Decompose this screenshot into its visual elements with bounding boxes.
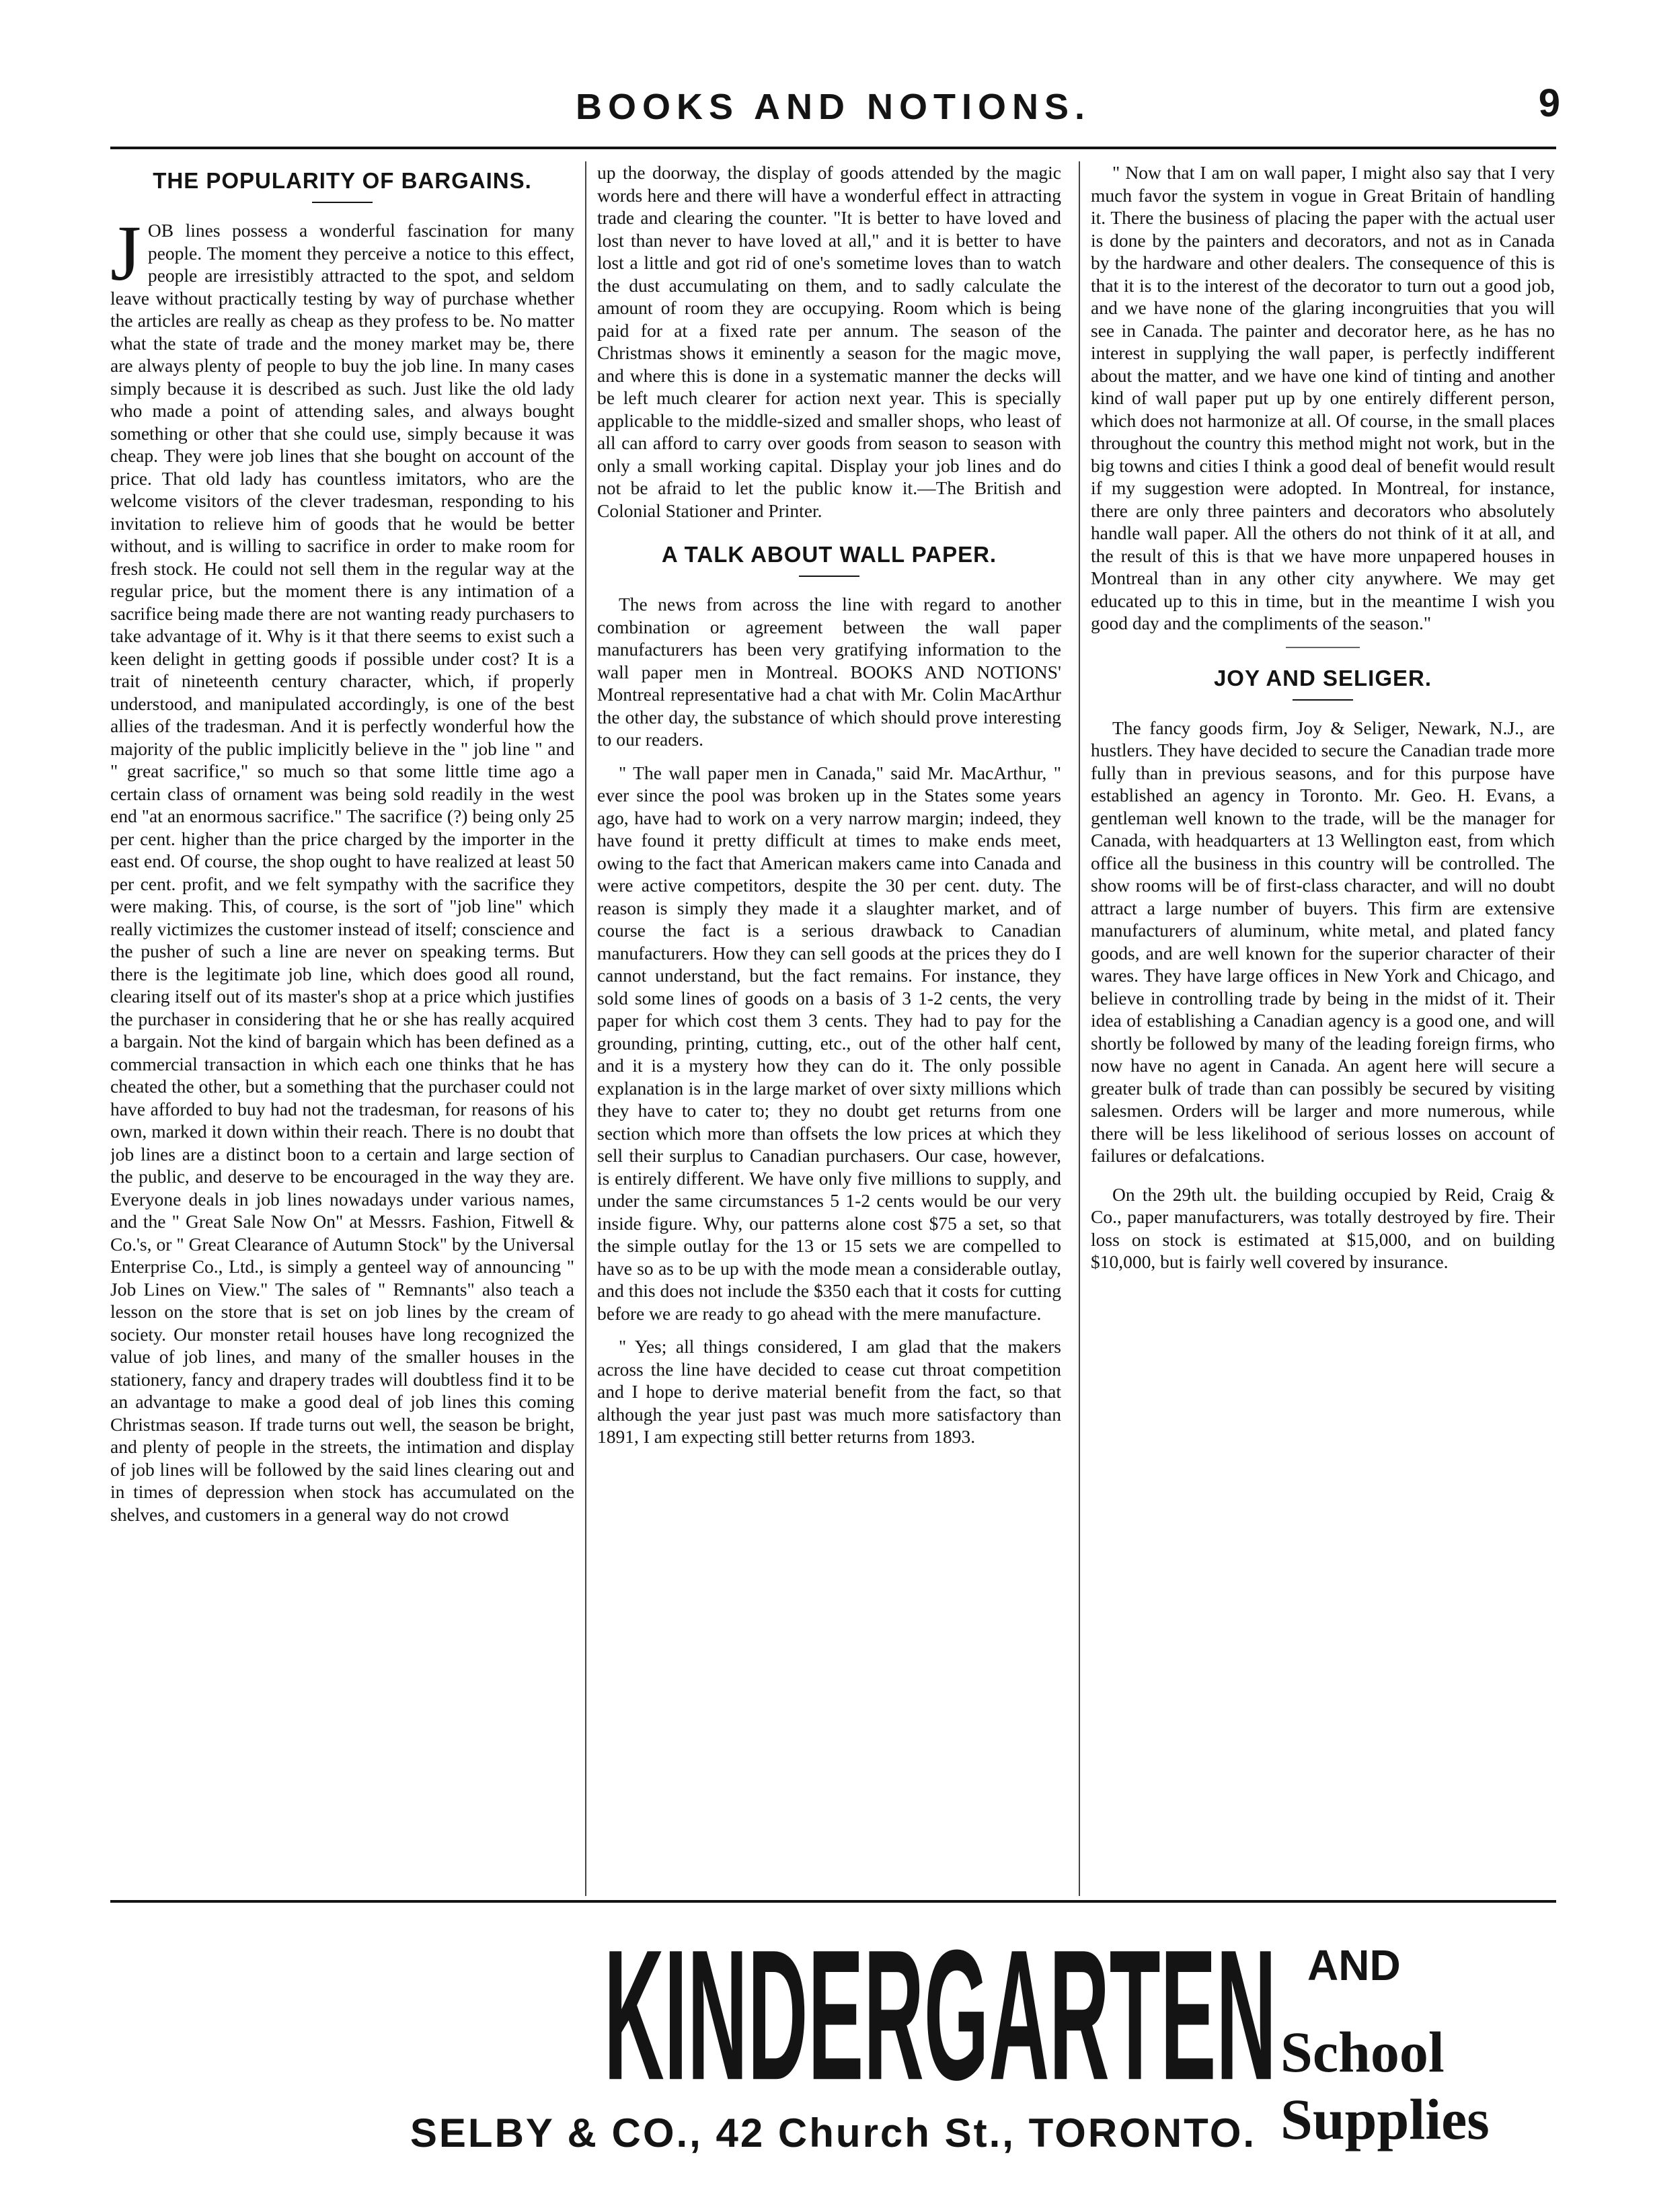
column-divider bbox=[1079, 161, 1080, 1896]
article-title-bargains: THE POPULARITY OF BARGAINS. bbox=[110, 168, 574, 203]
running-head: BOOKS AND NOTIONS. bbox=[575, 87, 1091, 127]
article-paragraph: The news from across the line with regard to another combination or agreement between the wall paper manufacturers has been very gratifying information to the wall paper men in Montreal. BOOKS AND NOTIONS' Montreal representative had a chat with Mr. Colin MacArthur the other day, the substance of which should prove interesting to our readers. bbox=[597, 594, 1061, 750]
ad-headline bbox=[604, 1909, 1276, 2098]
section-divider bbox=[1286, 647, 1360, 648]
article-paragraph: " Now that I am on wall paper, I might also say that I very much favor the system in vogue in Great Britain of handling it. There the business of placing the paper with the actual user is done by the painters and decorators, and not as in Canada by the hardware and other dealers. The consequence of this is that it is to the interest of the decorator to turn out a good job, and we have none of the glaring incongruities that you will see in Canada. The painter and decorator here, as he has no interest in supplying the wall paper, is perfectly indifferent about the matter, and we have one kind of tinting and another kind of wall paper put up by one entirely different person, which does not harmonize at all. Of course, in the small places throughout the country this method might not work, but in the big towns and cities I think a good deal of benefit would result if my suggestion were adopted. In Montreal, for instance, there are only three painters and decorators who absolutely handle wall paper. All the others do not think of it at all, and the result of this is that we have more unpapered houses in Montreal than in any other city anywhere. We may get educated up to this in time, but in the meantime I wish you good day and the compliments of the season." bbox=[1091, 162, 1555, 633]
advertisement-rule bbox=[110, 1900, 1556, 1903]
header-rule bbox=[110, 147, 1556, 149]
column-3 bbox=[1091, 161, 1555, 1883]
page-number: 9 bbox=[1538, 81, 1560, 125]
page-header bbox=[110, 81, 1560, 148]
paragraph-text: OB lines possess a wonderful fascination for many people. The moment they perceive a notice to this effect, people are irresistibly attracted to the spot, and seldom leave without practically testing by way of purchase whether the articles are really as cheap as they profess to be. No matter what the state of trade and the money market may be, there are always plenty of people to buy the job line. In many cases simply because it is described as such. Just like the old lady who made a point of attending sales, and always bought something or other that she could use, simply because it was cheap. They were job lines that she bought on account of the price. That old lady has countless imitators, who are the welcome visitors of the clever tradesman, responding to his invitation to relieve him of goods that he would be better without, and is willing to sacrifice in order to make room for fresh stock. He could not sell them in the regular way at the regular price, but the moment there is any intimation of a sacrifice being made there are not wanting ready purchasers to take advantage of it. Why is it that there seems to exist such a keen delight in getting goods if possible under cost? It is a trait of nineteenth century character, which, if properly understood, and manipulated accordingly, is one of the best allies of the tradesman. And it is perfectly wonderful how the majority of the public implicitly believe in the " job line " and " great sacrifice," so much so that some little time ago a certain class of ornament was being sold readily in the west end "at an enormous sacrifice." The sacrifice (?) being only 25 per cent. higher than the price charged by the importer in the east end. Of course, the shop ought to have realized at least 50 per cent. profit, and we felt sympathy with the sacrifice they were making. This, of course, is the sort of "job line" which really victimizes the customer instead of itself; conscience and the pusher of such a line are never on speaking terms. But there is the legitimate job line, which does good all round, clearing itself out of its master's shop at a price which justifies the purchaser in considering that he or she has really acquired a bargain. Not the kind of bargain which has been defined as a commercial transaction in which each one thinks that he has cheated the other, but a something that the purchaser could not have afforded to buy had not the tradesman, for reasons of his own, marked it down within their reach. There is no doubt that job lines are a distinct boon to a certain and large section of the public, and deserve to be encouraged in the way they are. Everyone deals in job lines nowadays under various names, and the " Great Sale Now On" at Messrs. Fashion, Fitwell & Co.'s, or " Great Clearance of Autumn Stock" by the Universal Enterprise Co., Ltd., is simply a genteel way of announcing " Job Lines on View." The sales of " Remnants" also teach a lesson on the store that is set on job lines by the cream of society. Our monster retail houses have long recognized the value of job lines, and many of the smaller houses in the stationery, fancy and drapery trades will doubtless find it to be an advantage to make a good deal of job lines this coming Christmas season. If trade turns out well, the season be bright, and plenty of people in the streets, the intimation and display of job lines will be followed by the said lines clearing out and in times of depression when stock has accumulated on the shelves, and customers in a general way do not crowd bbox=[110, 220, 574, 1525]
ad-and: AND bbox=[1307, 1941, 1401, 1989]
article-paragraph: " Yes; all things considered, I am glad that the makers across the line have decided to cease cut throat competition and I hope to derive material benefit from the fact, so that although the year just past was much more satisfactory than 1891, I am expecting still better returns from 1893. bbox=[597, 1336, 1061, 1447]
column-2 bbox=[597, 161, 1061, 1862]
article-paragraph bbox=[110, 209, 574, 1526]
article-paragraph: The fancy goods firm, Joy & Seliger, Newark, N.J., are hustlers. They have decided to secure the Canadian trade more fully than in previous seasons, and for this purpose have established an agency in Toronto. Mr. Geo. H. Evans, a gentleman well known to the trade, will be the manager for Canada, with headquarters at 13 Wellington east, from which office all the business in this country will be controlled. The show rooms will be of first-class character, and will no doubt attract a large number of buyers. This firm are extensive manufacturers of aluminum, white metal, and plated fancy goods, and are well known for the superior character of their wares. They have large offices in New York and Chicago, and believe in controlling trade by being in the midst of it. Their idea of establishing a Canadian agency is a good one, and will shortly be followed by many of the leading foreign firms, who now have no agent in Canada. An agent here will secure a greater bulk of trade than can possibly be secured by visiting salesmen. Orders will be larger and more numerous, while there will be less likelihood of serious losses on account of failures or defalcations. bbox=[1091, 717, 1555, 1166]
ad-supplies: School Supplies bbox=[1280, 2020, 1490, 2151]
article-paragraph: up the doorway, the display of goods attended by the magic words here and there will have a wonderful effect in attracting trade and clearing the counter. "It is better to have loved and lost than never to have loved at all," and it is better to have lost a little and got rid of one's sometime loves than to watch the dust accumulating on them, and to sadly calculate the amount of room they are occupying. Room which is being paid for at a fixed rate per annum. The season of the Christmas shows it eminently a season for the magic move, and where this is done in a systematic manner the decks will be left much clearer for action next year. This is specially applicable to the middle-sized and smaller shops, who least of all can afford to carry over goods from season to season with only a small working capital. Display your job lines and do not be afraid to let the public know it.—The British and Colonial Stationer and Printer. bbox=[597, 162, 1061, 521]
dropcap: J bbox=[110, 209, 141, 297]
article-paragraph: " The wall paper men in Canada," said Mr. MacArthur, " ever since the pool was broken up in the States some years ago, have had to work on a very narrow margin; indeed, they have found it pretty difficult at times to make ends meet, owing to the fact that American makers came into Canada and were active competitors, despite the 30 per cent. duty. The reason is simply they made it a slaughter market, and of course the fact is a serious drawback to Canadian manufacturers. How they can sell goods at the prices they do I cannot understand, but the fact remains. For instance, they sold some lines of goods on a basis of 3 1-2 cents, the very paper for which cost them 3 cents. They had to pay for the grounding, printing, cutting, etc., out of the other half cent, and it is a mystery how they can do it. The only possible explanation is in the large market of over sixty millions which they have to cater to; they no doubt get returns from one section which more than offsets the low prices at which they sell their surplus to Canadian purchasers. Our case, however, is entirely different. We have only five millions to supply, and under the same circumstances 5 1-2 cents would be our very inside figure. Why, our patterns alone cost $75 a set, so that the simple outlay for the 13 or 15 sets we are compelled to have so as to be up with the mode mean a considerable outlay, and this does not include the $350 each that it costs for cutting before we are ready to go ahead with the mere manufacture. bbox=[597, 762, 1061, 1324]
advertisement bbox=[110, 1907, 1556, 2189]
article-title-joy-seliger: JOY AND SELIGER. bbox=[1091, 666, 1555, 701]
column-1 bbox=[110, 161, 574, 1883]
news-item-paragraph: On the 29th ult. the building occupied by Reid, Craig & Co., paper manufacturers, was totally destroyed by fire. Their loss on stock is estimated at $15,000, and on building $10,000, but is fairly well covered by insurance. bbox=[1091, 1183, 1555, 1272]
article-title-wall-paper: A TALK ABOUT WALL PAPER. bbox=[597, 542, 1061, 577]
ad-headline-text: KINDERGARTEN bbox=[604, 1911, 1276, 2098]
column-divider bbox=[585, 161, 586, 1896]
ad-address: SELBY & CO., 42 Church St., TORONTO. bbox=[410, 2110, 1257, 2156]
